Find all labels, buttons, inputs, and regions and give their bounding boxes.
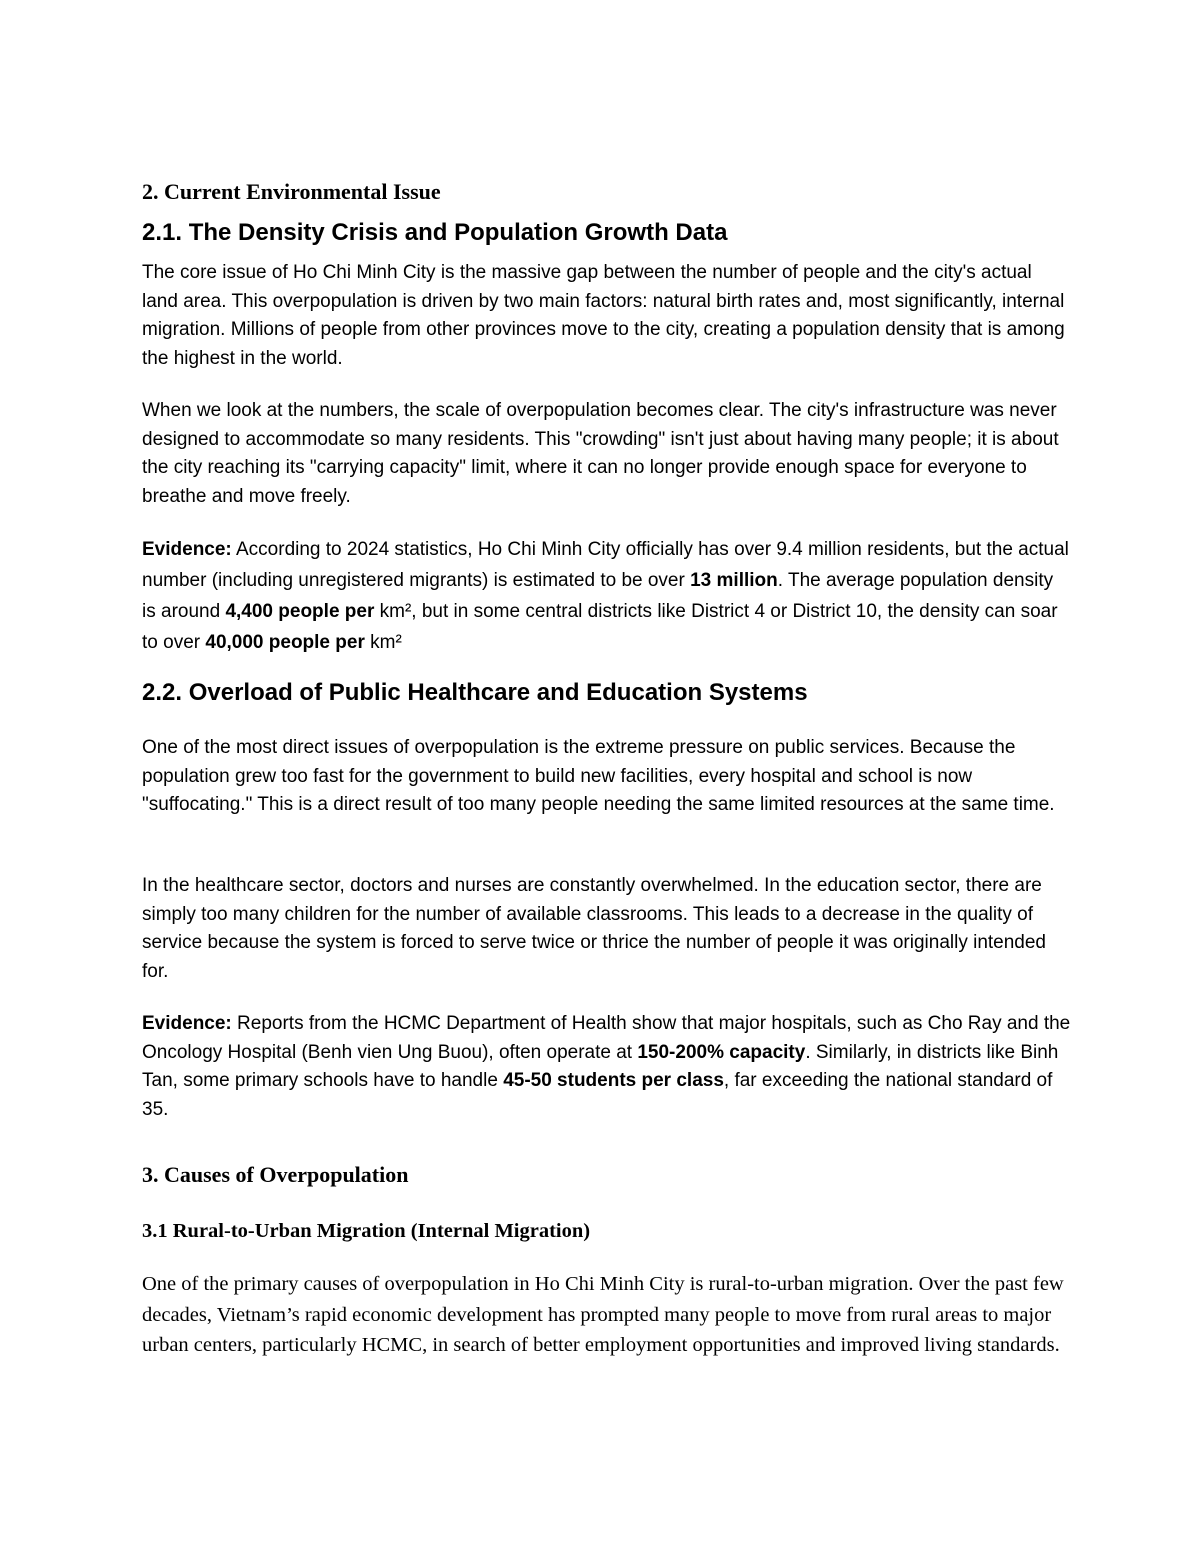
- evidence-text: According to 2024 statistics, Ho Chi Minh City officially has over 9.4 million residents, but the actual number (including unregistered migrants) is estimated to be over: [142, 539, 1069, 591]
- section-2-1-evidence-paragraph: [142, 534, 1072, 658]
- section-2-1-heading: 2.1. The Density Crisis and Population Growth Data: [142, 219, 728, 246]
- evidence-highlight: 45-50 students per class: [503, 1070, 724, 1092]
- section-2-heading: 2. Current Environmental Issue: [142, 179, 441, 204]
- section-2-2-heading: 2.2. Overload of Public Healthcare and Education Systems: [142, 679, 808, 706]
- evidence-text: Reports from the HCMC Department of Health show that major hospitals, such as Cho Ray and the Oncology Hospital (Benh vien Ung Buou), often operate at: [142, 1013, 1071, 1063]
- evidence-label: Evidence:: [142, 539, 232, 560]
- evidence-highlight: 150-200% capacity: [637, 1041, 806, 1063]
- section-3-heading: 3. Causes of Overpopulation: [142, 1162, 409, 1187]
- evidence-text: . Similarly, in districts like Binh Tan, some primary schools have to handle: [142, 1041, 1059, 1092]
- evidence-highlight: 4,400 people per: [225, 601, 375, 622]
- evidence-text: , far exceeding the national standard of 35.: [142, 1070, 1053, 1120]
- evidence-text: . The average population density is around: [142, 570, 1054, 622]
- evidence-highlight: 13 million: [690, 570, 778, 591]
- evidence-label: Evidence:: [142, 1013, 232, 1034]
- evidence-text: km², but in some central districts like District 4 or District 10, the density can soar to over: [142, 601, 1058, 653]
- section-2-2-paragraph-1: One of the most direct issues of overpopulation is the extreme pressure on public services. Because the population grew too fast for the government to build new facilities, every hospital and school is now "suffocating." This is a direct result of too many people needing the same limited resources at the same time.: [142, 737, 1055, 816]
- section-3-1-heading: 3.1 Rural-to-Urban Migration (Internal Migration): [142, 1220, 591, 1242]
- section-2-2-evidence-paragraph: [142, 1010, 1072, 1124]
- section-2-1-paragraph-1: The core issue of Ho Chi Minh City is the massive gap between the number of people and the city's actual land area. This overpopulation is driven by two main factors: natural birth rates and, most significantly, internal migration. Millions of people from other provinces move to the city, creating a population density that is among the highest in the world.: [142, 262, 1065, 369]
- section-2-1-paragraph-2: When we look at the numbers, the scale of overpopulation becomes clear. The city's infrastructure was never designed to accommodate so many residents. This "crowding" isn't just about having many people; it is about the city reaching its "carrying capacity" limit, where it can no longer provide enough space for everyone to breathe and move freely.: [142, 400, 1059, 507]
- section-2-2-paragraph-2: In the healthcare sector, doctors and nurses are constantly overwhelmed. In the education sector, there are simply too many children for the number of available classrooms. This leads to a decrease in the quality of service because the system is forced to serve twice or thrice the number of people it was originally intended for.: [142, 875, 1047, 982]
- section-3-1-paragraph-1: One of the primary causes of overpopulation in Ho Chi Minh City is rural-to-urban migration. Over the past few decades, Vietnam’s rapid economic development has prompted many people to move from rural areas to major urban centers, particularly HCMC, in search of better employment opportunities and improved living standards.: [142, 1273, 1064, 1356]
- evidence-text: km²: [364, 632, 402, 653]
- evidence-highlight: 40,000 people per: [205, 632, 365, 653]
